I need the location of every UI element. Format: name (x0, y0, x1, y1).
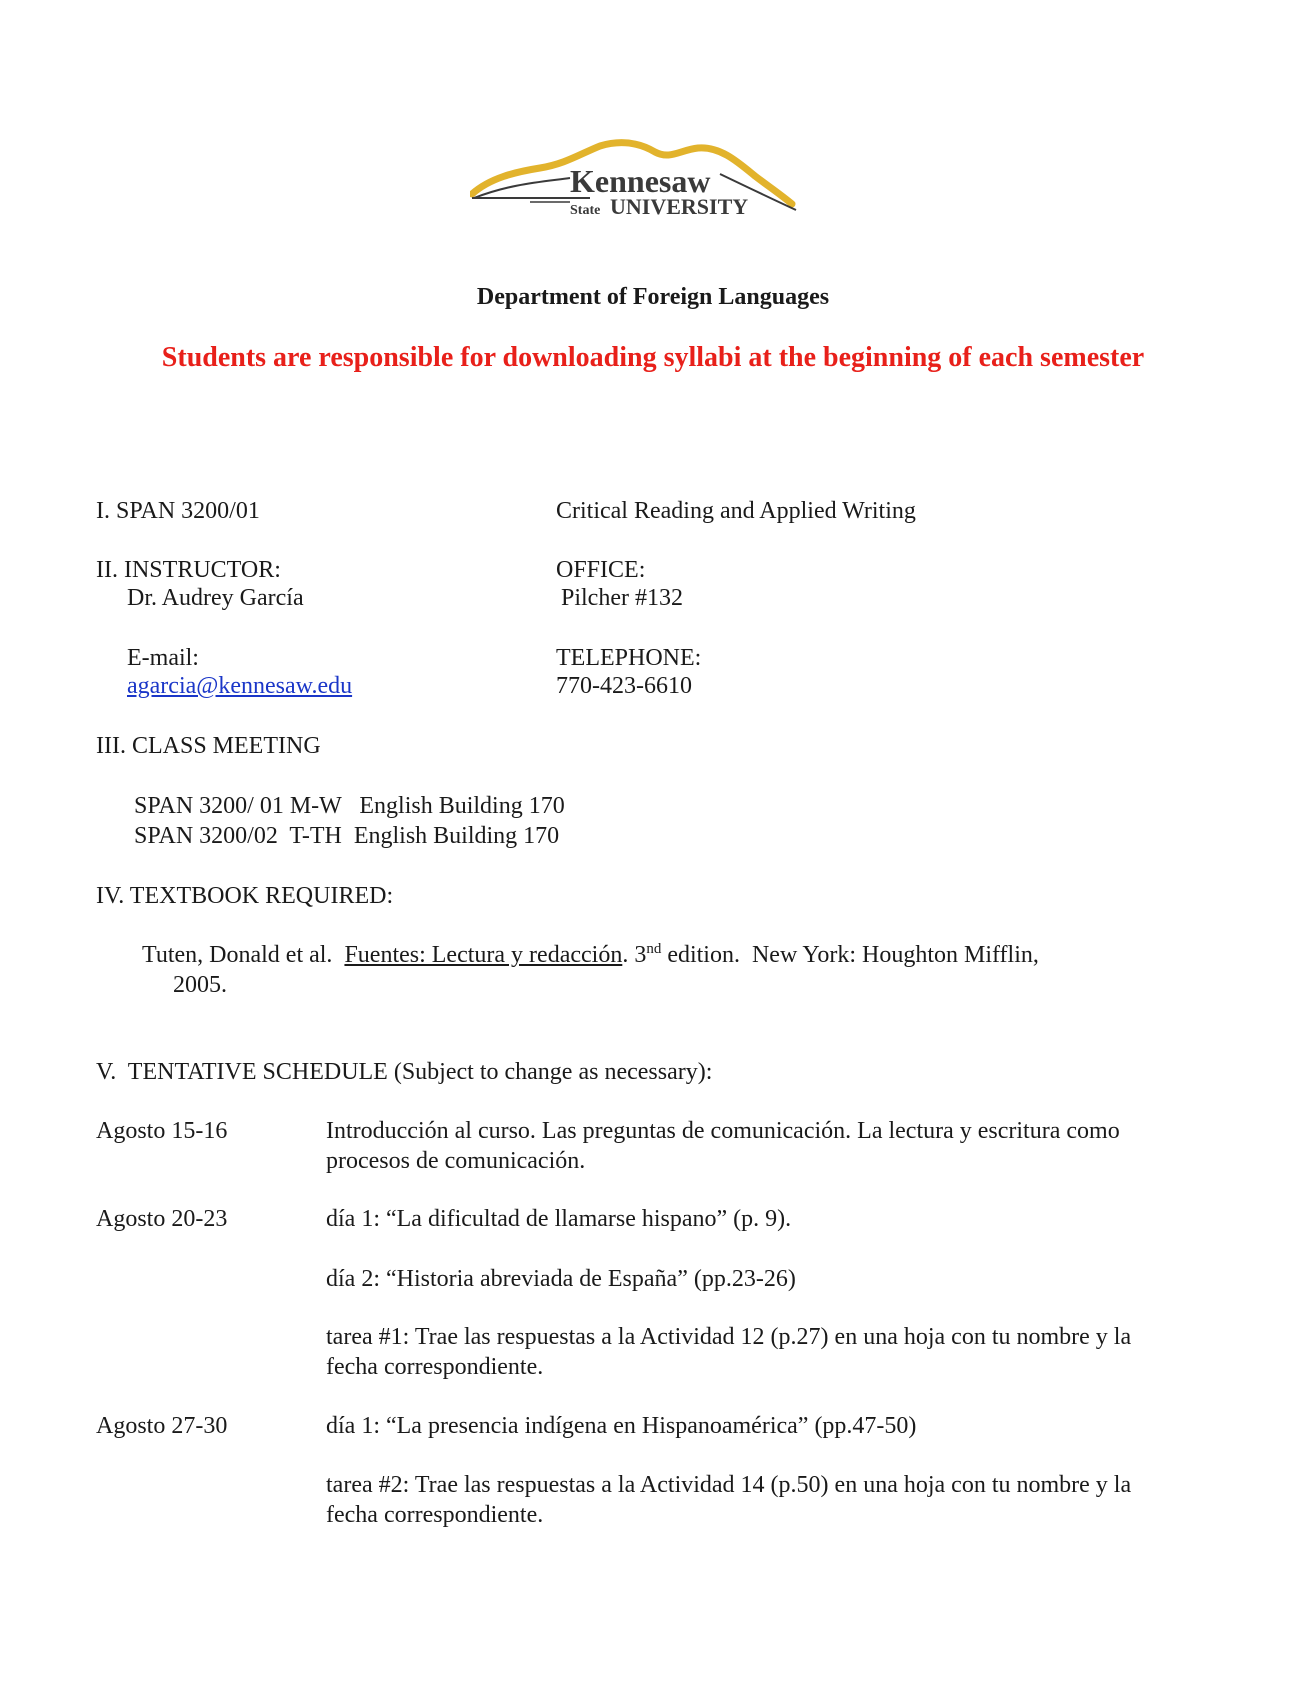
schedule-item: día 2: “Historia abreviada de España” (pp.23-26) (326, 1266, 796, 1292)
textbook-edition-sup: nd (646, 941, 662, 957)
course-title: Critical Reading and Applied Writing (556, 498, 916, 524)
logo-line2b: UNIVERSITY (610, 194, 749, 219)
schedule-item: tarea #2: Trae las respuestas a la Actividad 14 (p.50) en una hoja con tu nombre y la fecha correspondiente. (326, 1472, 1132, 1528)
download-notice: Students are responsible for downloading syllabi at the beginning of each semester (161, 342, 1145, 373)
schedule-date-1: Agosto 15-16 (96, 1118, 228, 1144)
schedule-item: día 1: “La presencia indígena en Hispanoamérica” (pp.47-50) (326, 1413, 917, 1439)
schedule-date-2: Agosto 20-23 (96, 1206, 228, 1232)
instructor-heading: II. INSTRUCTOR: (96, 557, 281, 583)
email-label: E-mail: (127, 645, 199, 671)
textbook-authors: Tuten, Donald et al. (142, 942, 333, 968)
department-title: Department of Foreign Languages (476, 284, 830, 310)
office-label: OFFICE: (556, 557, 646, 583)
textbook-year: 2005. (173, 972, 227, 998)
logo-line1: Kennesaw (570, 163, 711, 199)
textbook-edition-num: . 3 (622, 942, 647, 968)
schedule-date-3: Agosto 27-30 (96, 1413, 228, 1439)
kennesaw-logo (470, 138, 800, 230)
office-value: Pilcher #132 (561, 585, 683, 611)
class-meeting-heading: III. CLASS MEETING (96, 733, 321, 759)
schedule-heading: V. TENTATIVE SCHEDULE (Subject to change as necessary): (96, 1059, 713, 1085)
course-code: I. SPAN 3200/01 (96, 498, 260, 524)
telephone-value: 770-423-6610 (556, 673, 692, 699)
textbook-title: Fuentes: Lectura y redacción (344, 942, 623, 968)
class-meeting-line-1: SPAN 3200/ 01 M-W English Building 170 (134, 793, 565, 819)
textbook-heading: IV. TEXTBOOK REQUIRED: (96, 883, 394, 909)
schedule-item: día 1: “La dificultad de llamarse hispano” (p. 9). (326, 1206, 792, 1232)
telephone-label: TELEPHONE: (556, 645, 702, 671)
textbook-edition-rest: edition. New York: Houghton Mifflin, (661, 942, 1039, 968)
email-link[interactable]: agarcia@kennesaw.edu (127, 673, 353, 699)
instructor-name: Dr. Audrey García (127, 585, 304, 611)
mountain-logo-icon (470, 138, 800, 230)
schedule-item: tarea #1: Trae las respuestas a la Actividad 12 (p.27) en una hoja con tu nombre y la fecha correspondiente. (326, 1324, 1132, 1380)
logo-line2a: State (570, 203, 601, 218)
class-meeting-line-2: SPAN 3200/02 T-TH English Building 170 (134, 823, 560, 849)
schedule-item: Introducción al curso. Las preguntas de comunicación. La lectura y escritura como procesos de comunicación. (326, 1118, 1120, 1174)
textbook-citation (142, 940, 1039, 970)
